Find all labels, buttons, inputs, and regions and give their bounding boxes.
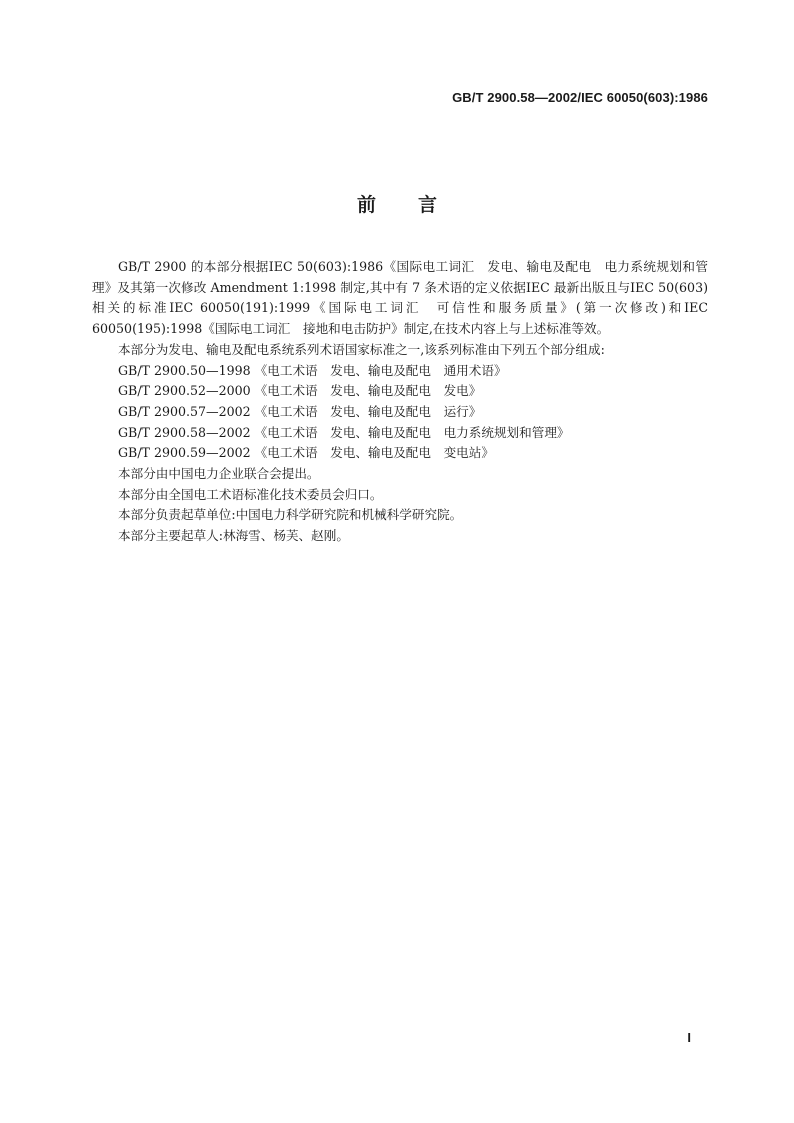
committee-line: 本部分由全国电工术语标准化技术委员会归口。	[118, 486, 383, 502]
series-item: GB/T 2900.50—1998 《电工术语 发电、输电及配电 通用术语》	[118, 362, 507, 378]
standard-code: GB/T 2900.58—2002/IEC 60050(603):1986	[452, 90, 708, 105]
series-item: GB/T 2900.59—2002 《电工术语 发电、输电及配电 变电站》	[118, 445, 494, 461]
title-char-1: 前	[356, 194, 376, 216]
drafters-line: 本部分主要起草人:林海雪、杨芙、赵刚。	[118, 528, 349, 544]
page-title	[0, 190, 794, 217]
title-char-2: 言	[418, 194, 438, 216]
series-item: GB/T 2900.52—2000 《电工术语 发电、输电及配电 发电》	[118, 383, 482, 399]
series-intro: 本部分为发电、输电及配电系统系列术语国家标准之一,该系列标准由下列五个部分组成:	[118, 341, 605, 357]
series-item: GB/T 2900.57—2002 《电工术语 发电、输电及配电 运行》	[118, 403, 482, 419]
intro-paragraph: GB/T 2900 的本部分根据IEC 50(603):1986《国际电工词汇 发电、输电及配电 电力系统规划和管理》及其第一次修改 Amendment 1:1998 制定,其中有 7 条术语的定义依据IEC 最新出版且与IEC 50(603)相关的标准IEC 60050(191):1999《国际电工词汇 可信性和服务质量》(第一次修改)和IEC 60050(195):1998《国际电工词汇 接地和电击防护》制定,在技术内容上与上述标准等效。	[92, 259, 708, 337]
series-item: GB/T 2900.58—2002 《电工术语 发电、输电及配电 电力系统规划和管理》	[118, 424, 570, 440]
proposer-line: 本部分由中国电力企业联合会提出。	[118, 466, 320, 482]
foreword-body	[92, 257, 708, 547]
page-number: I	[687, 1030, 691, 1045]
drafting-units-line: 本部分负责起草单位:中国电力科学研究院和机械科学研究院。	[118, 507, 463, 523]
